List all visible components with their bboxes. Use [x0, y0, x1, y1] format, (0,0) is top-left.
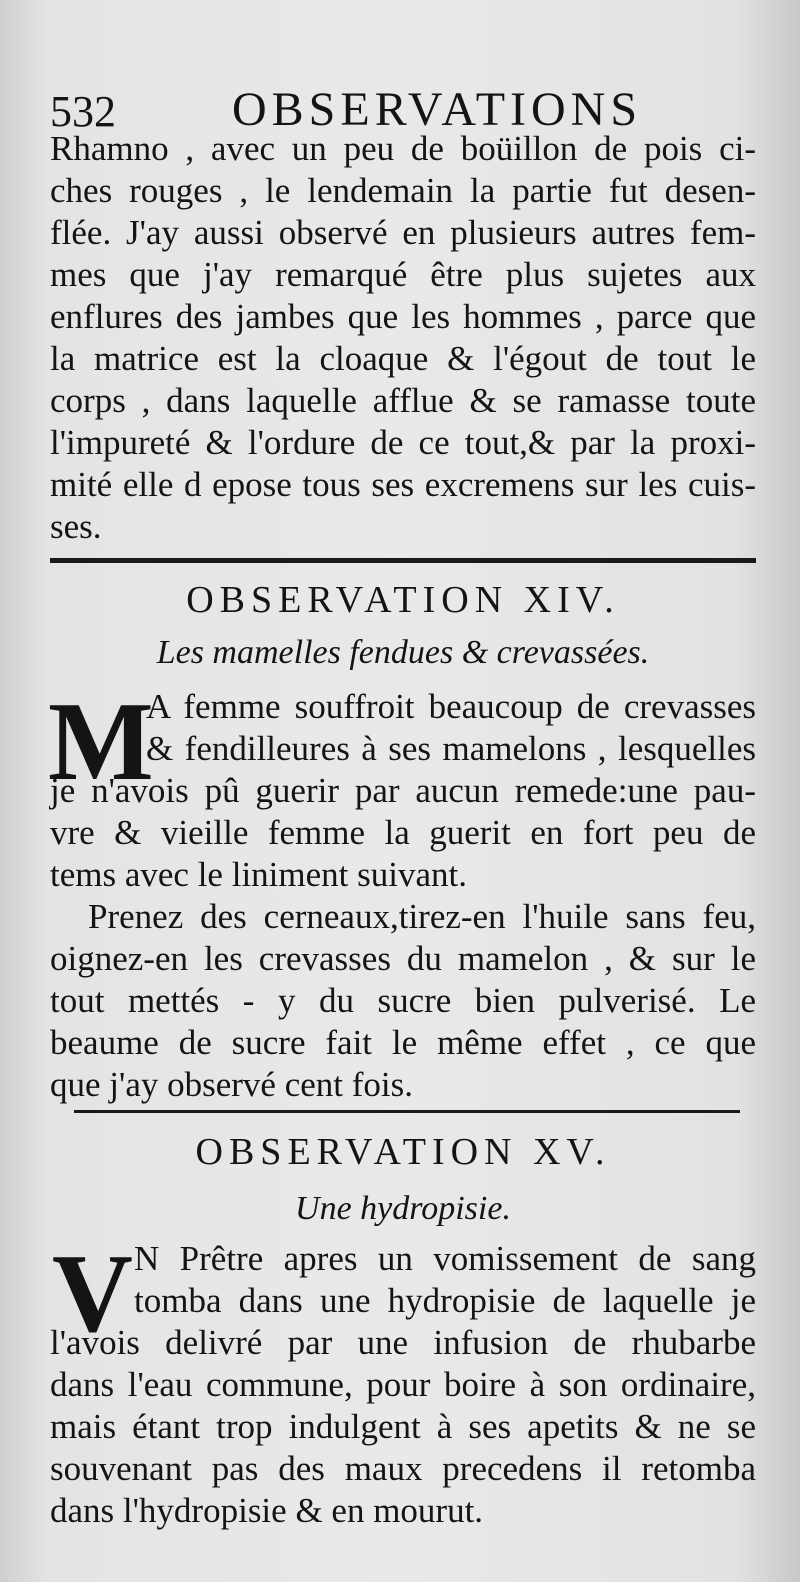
text-line: tout mettés - y du sucre bien pulverisé. Le: [50, 981, 756, 1020]
drop-cap: V: [52, 1232, 133, 1356]
text-line: beaume de sucre fait le même effet , ce que: [50, 1023, 756, 1062]
running-title: OBSERVATIONS: [232, 83, 643, 136]
text-line: tomba dans une hydropisie de laquelle je: [134, 1281, 756, 1320]
observation-15-para1-head: [134, 1238, 756, 1322]
text-line: mes que j'ay remarqué être plus sujetes aux: [50, 255, 756, 294]
text-line: mité elle d epose tous ses excremens sur les cuis-: [50, 465, 756, 504]
text-line: dans l'hydropisie & en mourut.: [50, 1491, 484, 1530]
observation-15-subtitle: Une hydropisie.: [295, 1190, 511, 1227]
drop-cap: M: [48, 680, 154, 804]
observation-14-subtitle: Les mamelles fendues & crevassées.: [156, 634, 650, 671]
observation-15-para1-body: [50, 1322, 756, 1532]
text-line: flée. J'ay aussi observé en plusieurs autres fem-: [50, 213, 756, 252]
text-line: A femme souffroit beaucoup de crevasses: [146, 687, 756, 726]
observation-14-para1-head: [146, 686, 756, 770]
text-line: je n'avois pû guerir par aucun remede:une pau-: [50, 771, 756, 810]
text-line: ses.: [50, 507, 102, 546]
text-line: mais étant trop indulgent à ses apetits & ne se: [50, 1407, 756, 1446]
observation-14-para1-body: [50, 770, 756, 896]
observation-15-title: OBSERVATION XV.: [195, 1131, 611, 1173]
section-rule: [74, 1110, 740, 1113]
text-line: vre & vieille femme la guerit en fort peu de: [50, 813, 756, 852]
text-line: l'avois delivré par une infusion de rhubarbe: [50, 1323, 756, 1362]
text-line: la matrice est la cloaque & l'égout de tout le: [50, 339, 756, 378]
text-line: oignez-en les crevasses du mamelon , & sur le: [50, 939, 756, 978]
section-rule: [50, 558, 756, 563]
text-line: ches rouges , le lendemain la partie fut desen-: [50, 171, 756, 210]
text-line: corps , dans laquelle afflue & se ramasse toute: [50, 381, 756, 420]
text-line: Rhamno , avec un peu de boüillon de pois ci-: [50, 129, 756, 168]
text-line: dans l'eau commune, pour boire à son ordinaire,: [50, 1365, 756, 1404]
text-line: & fendilleures à ses mamelons , lesquelles: [146, 729, 756, 768]
text-line: souvenant pas des maux precedens il retomba: [50, 1449, 756, 1488]
continuation-paragraph: [50, 128, 756, 548]
observation-14-title: OBSERVATION XIV.: [186, 579, 620, 621]
page-number: 532: [50, 87, 116, 136]
text-line: l'impureté & l'ordure de ce tout,& par la proxi-: [50, 423, 756, 462]
text-line: Prenez des cerneaux,tirez-en l'huile sans feu,: [88, 897, 756, 936]
text-line: tems avec le liniment suivant.: [50, 855, 467, 894]
text-line: enflures des jambes que les hommes , parce que: [50, 297, 756, 336]
observation-14-para2: [50, 896, 756, 1106]
text-line: N Prêtre apres un vomissement de sang: [134, 1239, 756, 1278]
text-line: que j'ay observé cent fois.: [50, 1065, 413, 1104]
